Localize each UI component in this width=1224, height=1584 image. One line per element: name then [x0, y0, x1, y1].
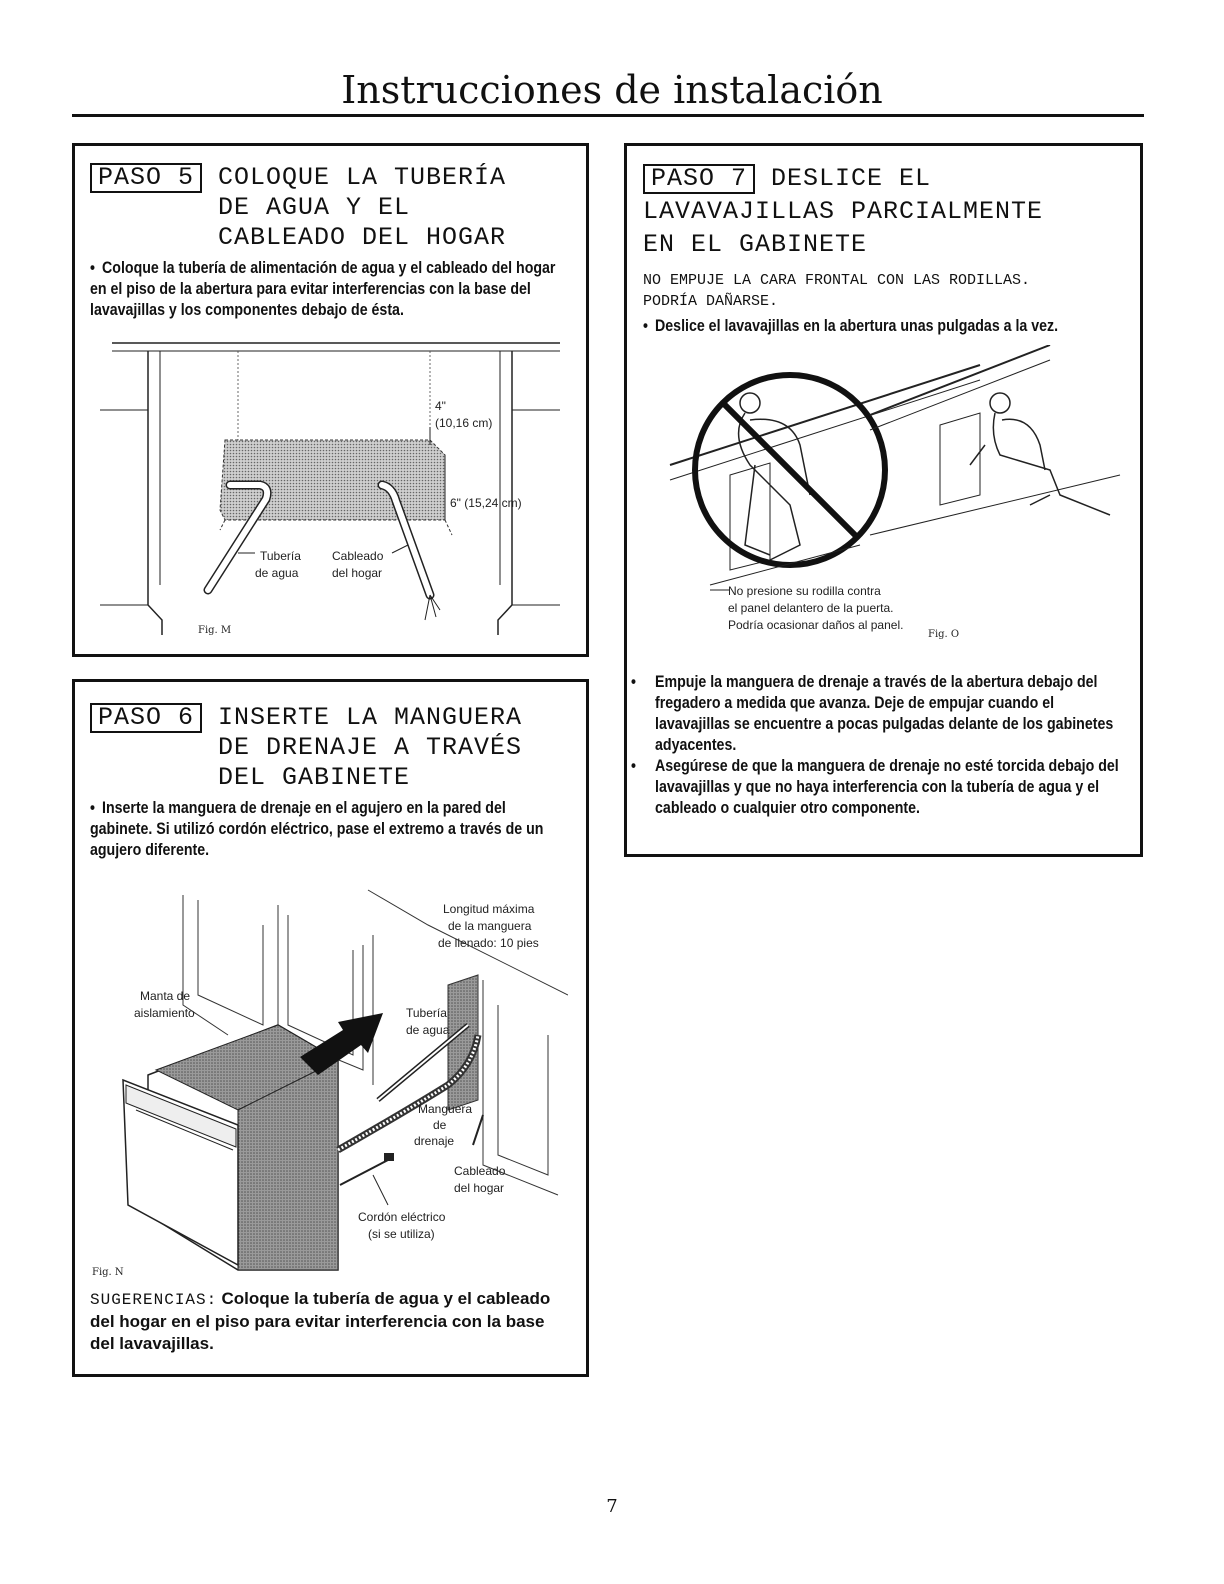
figure-o-caption: No presione su rodilla contra	[728, 584, 881, 598]
step6-heading-line: DE DRENAJE A TRAVÉS	[218, 733, 523, 762]
tips-text: Coloque la tubería de agua y el cableado del hogar en el piso para evitar interferencia con la base del lavavajillas.	[90, 1289, 551, 1353]
step6-heading-line: INSERTE LA MANGUERA	[218, 703, 523, 732]
label-water-line: Tubería	[406, 1006, 447, 1020]
title-rule	[72, 114, 1144, 117]
step7-heading-line: LAVAVAJILLAS PARCIALMENTE	[643, 197, 1044, 226]
dim-4in: 4"	[435, 399, 446, 413]
tips	[90, 1288, 560, 1355]
figure-m	[100, 335, 570, 645]
label-wiring: del hogar	[332, 566, 383, 580]
label-water-line: de agua	[406, 1023, 450, 1037]
step7-bullet-2: • Empuje la manguera de drenaje a través de la abertura debajo del fregadero a medida que avanza. Deje de empujar cuando el lavavajillas se encuentre a pocas pulgadas delante de los gabinetes adyacentes. • Asegúrese de que la manguera de drenaje no esté torcida debajo del lavavajillas y que no haya interferencia con la tubería de agua y el cableado o cualquier otro componente.	[630, 673, 1119, 817]
step7-heading-line: DESLICE EL	[771, 164, 932, 193]
label-blanket: Manta de	[140, 989, 191, 1003]
label-blanket: aislamiento	[134, 1006, 195, 1020]
step6-heading-line: DEL GABINETE	[218, 763, 411, 792]
label-cord: (si se utiliza)	[368, 1227, 435, 1241]
figure-o-caption: el panel delantero de la puerta.	[728, 601, 894, 615]
tips-label: SUGERENCIAS:	[90, 1291, 218, 1309]
label-cord: Cordón eléctrico	[358, 1210, 446, 1224]
page-number: 7	[606, 1496, 618, 1517]
label-water-line: Tubería	[260, 549, 301, 563]
label-drain-hose: de	[433, 1118, 447, 1132]
step5-heading-line: DE AGUA Y EL	[218, 193, 411, 222]
label-hose-length: de la manguera	[448, 919, 532, 933]
step7-heading-line: EN EL GABINETE	[643, 230, 868, 259]
figure-o-caption: Podría ocasionar daños al panel.	[728, 618, 904, 632]
step5-label: PASO 5	[90, 163, 202, 193]
figure-n	[88, 885, 568, 1280]
step5-bullet: • Coloque la tubería de alimentación de agua y el cableado del hogar en el piso de la abertura para evitar interferencias con la base del lavavajillas y los componentes debajo de ésta.	[90, 259, 556, 319]
dim-6in: 6" (15,24 cm)	[450, 496, 522, 510]
step6-label: PASO 6	[90, 703, 202, 733]
label-wiring: Cableado	[332, 549, 384, 563]
page-title: Instrucciones de instalación	[341, 68, 883, 112]
label-water-line: de agua	[255, 566, 299, 580]
step7-warning: NO EMPUJE LA CARA FRONTAL CON LAS RODILLAS. PODRÍA DAÑARSE.	[643, 272, 1031, 310]
label-wiring: del hogar	[454, 1181, 505, 1195]
label-drain-hose: Manguera	[418, 1102, 473, 1116]
dim-4in-cm: (10,16 cm)	[435, 416, 493, 430]
step5-heading	[90, 163, 202, 193]
step5-heading-line: CABLEADO DEL HOGAR	[218, 223, 507, 252]
label-hose-length: Longitud máxima	[443, 902, 535, 916]
figure-m-label: Fig. M	[198, 625, 232, 636]
figure-o-label: Fig. O	[928, 629, 960, 640]
step5-heading-text	[218, 163, 506, 253]
figure-n-label: Fig. N	[92, 1267, 124, 1278]
figure-o	[650, 345, 1130, 650]
step7-bullet-1: • Deslice el lavavajillas en la abertura unas pulgadas a la vez.	[643, 317, 1059, 335]
step6-bullet: • Inserte la manguera de drenaje en el agujero en la pared del gabinete. Si utilizó cordón eléctrico, pase el extremo a través de un agujero diferente.	[90, 799, 544, 859]
label-drain-hose: drenaje	[414, 1134, 455, 1148]
step7-label: PASO 7	[643, 164, 755, 194]
step5-heading-line: COLOQUE LA TUBERÍA	[218, 163, 507, 192]
step6-heading-text	[218, 703, 522, 793]
label-hose-length: de llenado: 10 pies	[438, 936, 539, 950]
step6-heading	[90, 703, 202, 733]
label-wiring: Cableado	[454, 1164, 506, 1178]
step7-heading	[643, 164, 1043, 260]
